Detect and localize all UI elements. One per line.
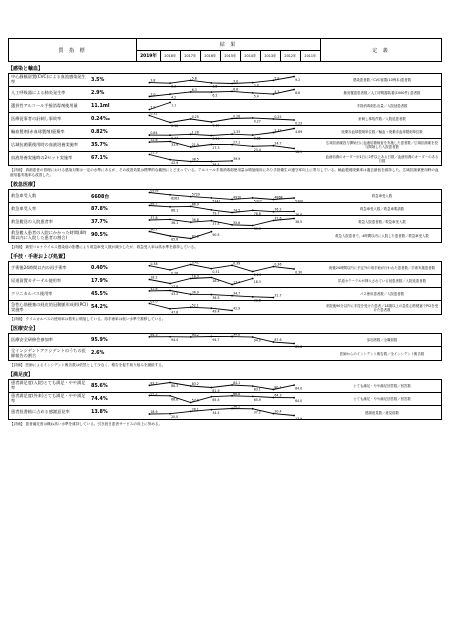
trend-point-label: 35.3	[253, 227, 261, 231]
trend-point-label: 2.0	[150, 92, 156, 97]
trend-point-label: 0.24	[253, 273, 261, 277]
trend-point-label: 4868	[274, 195, 283, 200]
trend-line-chart	[137, 152, 323, 165]
indicator-value-2019: 37.7%	[91, 219, 108, 225]
indicator-value-2019: 67.1%	[91, 156, 108, 161]
trend-point-label: 86.9	[191, 202, 199, 207]
trend-point-label: 74.5	[233, 208, 241, 213]
trend-point-label: 0.28	[171, 271, 179, 276]
indicator-definition: 救急車受入数	[371, 194, 393, 198]
trend-point-label: 94.2	[191, 332, 199, 337]
trend-point-label: 65.5	[212, 398, 220, 403]
trend-plot	[137, 152, 323, 165]
trend-point-label: 38.5	[191, 157, 199, 162]
evaluation-note: 【評価】 真菌患者の管理における感染対策は一定の水準にあるが、その改善効果は標準的な範囲にとどまっている。アルコール手指消毒剤使用量は増加傾向にあり手指衛生の遵守率向上に寄与している。輸血製剤廃棄率は過去最低を維持した。広域抗菌薬使用時の血液培養実施率も改善した。	[10, 168, 439, 177]
indicator-value-2019: 90.5%	[91, 233, 108, 238]
trend-point-label: 0.32	[150, 111, 158, 116]
indicator-value-2019: 45.5%	[91, 291, 108, 297]
trend-point-label: 37.5	[212, 222, 220, 227]
indicator-label: クリニカルパス使用率	[11, 290, 53, 296]
indicator-value-2019: 54.2%	[91, 305, 108, 310]
trend-point-label: 32.6	[150, 138, 158, 143]
header-year: 2019年	[137, 51, 161, 62]
indicator-value-2019: 17.9%	[91, 278, 108, 284]
trend-point-label: 0.19	[212, 123, 220, 128]
indicator-definition: 血液培養のオーダーが1日に2件以上ある日数／血液培養のオーダーのある日数	[325, 154, 439, 163]
indicator-label: 中心静脈留置(CVC)による血流感染発生率	[11, 74, 86, 84]
trend-point-label: 39.9	[233, 156, 241, 161]
trend-point-label: 79.7	[212, 211, 220, 216]
header-year: 2014年	[241, 51, 261, 62]
indicator-row	[9, 74, 441, 87]
trend-point-label: 18.9	[150, 410, 158, 415]
indicator-label: 全インシデントアクシデントのうちの医師報告の割合	[11, 347, 86, 358]
trend-plot	[137, 393, 323, 405]
trend-point-label: 17.8	[171, 285, 179, 289]
indicator-definition: 参加者数／全職員数	[366, 338, 398, 342]
trend-point-label: 37.2	[253, 410, 261, 415]
trend-point-label: 0.30	[295, 270, 303, 275]
indicator-row	[9, 406, 441, 419]
trend-point-label: 66.8	[233, 391, 241, 396]
trend-point-label: 24.7	[274, 141, 282, 146]
trend-point-label: 42.9	[233, 306, 241, 311]
indicator-definition: 救急入院患者で、4時間以内に入院した患者数／救急車受入数	[335, 233, 429, 238]
trend-plot	[137, 275, 323, 287]
header-year: 2015年	[221, 51, 241, 62]
indicator-row	[9, 203, 441, 216]
trend-point-label: 38.2	[233, 404, 241, 409]
trend-point-label: 28.1	[191, 407, 199, 412]
header-years	[137, 51, 320, 62]
trend-point-label: 36.9	[191, 290, 199, 295]
indicator-row	[9, 152, 441, 165]
trend-point-label: 27.3	[212, 146, 220, 150]
trend-line-chart	[137, 332, 323, 349]
indicator-row	[9, 216, 441, 229]
table-header	[8, 38, 442, 62]
indicator-label: 選択性アルコール手指消毒剤使用量	[11, 102, 78, 108]
trend-plot	[137, 190, 323, 202]
indicator-definition: 感謝意見数／意見総数	[365, 410, 399, 415]
trend-point-label: 43.2	[171, 292, 179, 296]
trend-plot	[137, 347, 323, 360]
header-year: 2017年	[181, 51, 201, 62]
indicator-row	[9, 262, 441, 275]
indicator-definition: 肺炎罹患患者数／人工呼吸器装着(1000件) 患者数	[343, 91, 421, 95]
trend-point-label: 37.6	[274, 216, 282, 221]
indicator-value-2019: 3.5%	[91, 77, 105, 83]
trend-plot	[137, 100, 323, 112]
indicator-value-2019: 13.8%	[91, 410, 108, 415]
trend-point-label: 21.9	[191, 142, 199, 147]
indicator-definition: 感染患者数／CVC留置(10例本)患者数	[352, 78, 412, 82]
trend-point-label: 4.2	[171, 95, 177, 100]
indicator-label: 患者満足度(外来)とても満足・やや満足率	[11, 393, 86, 403]
section	[8, 182, 442, 250]
trend-point-label: 2.32	[274, 128, 282, 133]
trend-point-label: 7.0	[150, 105, 156, 110]
trend-point-label: 94.4	[171, 338, 179, 343]
trend-point-label: 33.9	[171, 143, 179, 147]
indicator-definition: 来院後90分以内に手技を受けた患者／18歳以上の急性心筋梗塞でPCIを受けた患者数	[325, 303, 439, 312]
trend-point-label: 0.77	[171, 136, 179, 141]
trend-point-label: 1.28	[191, 130, 199, 135]
indicator-label: 救急車受入率	[11, 205, 37, 211]
trend-line-chart	[137, 190, 323, 202]
section-title: 【救急医療】	[8, 182, 39, 188]
trend-point-label: 63.0	[150, 299, 158, 304]
trend-point-label: 3.8	[150, 78, 156, 83]
trend-point-label: 84.1	[233, 380, 241, 385]
trend-point-label: 7.7	[171, 104, 177, 108]
indicator-value-2019: 0.24‰	[91, 116, 110, 122]
trend-point-label: 64.0	[295, 399, 303, 404]
trend-point-label: 18.2	[150, 275, 158, 280]
indicator-row	[9, 100, 441, 113]
trend-point-label: 85.8	[295, 345, 303, 349]
trend-point-label: 3.8	[253, 84, 259, 89]
trend-line-chart	[137, 74, 323, 89]
trend-point-label: 3.5	[212, 84, 218, 89]
header-year: 2018年	[161, 51, 181, 62]
indicator-row	[9, 380, 441, 393]
indicator-definition: とても満足・やや満足回答数／回答数	[353, 397, 411, 401]
header-year: 2013年	[261, 51, 281, 62]
trend-point-label: 34.4	[212, 411, 220, 416]
indicator-value-2019: 6608台	[91, 194, 110, 200]
trend-point-label: 83.2	[191, 382, 199, 386]
trend-point-label: 76.8	[295, 212, 303, 217]
indicator-label: 医療安全研修会参加率	[11, 336, 53, 342]
indicator-label: 患者満足度(入院)とても満足・やや満足率	[11, 380, 86, 390]
section-rows	[8, 261, 442, 315]
trend-point-label: 38.5	[212, 163, 220, 167]
indicator-row	[9, 229, 441, 242]
indicator-value-2019: 2.6%	[91, 351, 105, 356]
indicator-label: 急性心筋梗塞の経皮的冠動脈形成術(PCI)実施率	[11, 301, 88, 312]
indicator-value-2019: 0.82%	[91, 129, 108, 135]
trend-line-chart	[137, 229, 323, 242]
trend-point-label: 6.2	[212, 93, 218, 98]
header-year: 2011年	[304, 54, 317, 59]
trend-point-label: 6938	[150, 188, 159, 193]
indicator-value-2019: 11.1ml	[91, 103, 110, 109]
indicator-definition: 術後24時間以内に予定外の再手術が行われた患者数／手術実施患者数	[328, 266, 436, 270]
trend-point-label: 83.7	[150, 381, 158, 386]
trend-plot	[137, 203, 323, 215]
indicator-row	[9, 113, 441, 126]
trend-point-label: 5327	[253, 199, 262, 204]
trend-plot	[137, 406, 323, 419]
trend-point-label: 49.4	[212, 309, 220, 314]
trend-point-label: 5300	[295, 199, 304, 204]
indicator-row	[9, 347, 441, 360]
section-title: 【満足度】	[8, 372, 34, 378]
trend-point-label: 6.8	[233, 87, 239, 92]
trend-point-label: 55.3	[150, 150, 158, 155]
trend-point-label: 84.0	[295, 386, 303, 391]
trend-point-label: 0.31	[212, 270, 220, 275]
trend-point-label: 81.9	[212, 388, 220, 393]
trend-point-label: 38.1	[171, 220, 179, 225]
trend-point-label: 4.3	[274, 90, 280, 95]
trend-point-label: 86.1	[171, 208, 179, 213]
trend-point-label: 76.2	[274, 207, 282, 212]
trend-line	[149, 232, 211, 239]
trend-plot	[137, 74, 323, 89]
trend-point-label: 18.3	[191, 274, 199, 279]
trend-point-label: 4910	[233, 195, 242, 200]
trend-point-label: 20.0	[171, 415, 179, 420]
header-results-label: 結 果	[137, 39, 320, 51]
trend-plot	[137, 301, 323, 314]
trend-line-chart	[137, 111, 323, 128]
trend-point-label: 42.9	[171, 161, 179, 166]
trend-point-label: 0.23	[295, 121, 303, 126]
trend-line	[149, 116, 294, 123]
trend-point-label: 5.8	[274, 76, 280, 81]
trend-point-label: 4.69	[295, 130, 303, 134]
trend-point-label: 0.84	[150, 131, 158, 136]
header-category: 質 指 標	[9, 39, 137, 61]
indicator-definition: 救急入院患者数／救急車受入数	[358, 220, 406, 224]
indicator-definition: 尿道カテーテルが挿入されている延患者数／入院延患者数	[338, 279, 426, 283]
section-title: 【感染と輸血】	[8, 66, 44, 72]
trend-point-label: 5.8	[191, 76, 197, 81]
trend-point-label: 0.25	[274, 115, 282, 119]
trend-point-label: 20.4	[274, 409, 282, 414]
section-rows	[8, 333, 442, 361]
trend-point-label: 66.8	[171, 397, 179, 402]
trend-plot	[137, 111, 323, 128]
trend-point-label: 18.4	[212, 279, 220, 283]
trend-point-label: 82.8	[191, 234, 199, 239]
trend-point-label: 1.33	[233, 130, 241, 135]
indicator-value-2019: 85.6%	[91, 383, 108, 389]
trend-point-label: 90.7	[150, 227, 158, 232]
trend-point-label: 9.2	[295, 78, 301, 82]
trend-point-label: 94.3	[150, 332, 158, 337]
indicator-value-2019: 87.8%	[91, 206, 108, 212]
indicator-row	[9, 393, 441, 406]
trend-point-label: 78.8	[253, 211, 261, 216]
evaluation-note: 【評価】 患者満足度は概ね高い水準を維持している。引き続き患者サービスの向上に努める。	[10, 422, 163, 426]
indicator-label: 救急搬送の入院患者率	[11, 218, 53, 224]
trend-point-label: 94.6	[233, 332, 241, 337]
trend-line-chart	[137, 393, 323, 405]
trend-point-label: 67.2	[150, 391, 158, 396]
trend-point-label: 88.7	[150, 201, 158, 206]
sections-container	[8, 66, 442, 427]
trend-point-label: 65.9	[253, 397, 261, 402]
indicator-value-2019: 2.9%	[91, 90, 105, 96]
indicator-row	[9, 190, 441, 203]
trend-point-label: 42.6	[150, 286, 158, 291]
trend-line	[149, 77, 294, 84]
trend-point-label: 64.3	[274, 393, 282, 398]
trend-point-label: 13.9	[295, 417, 303, 421]
trend-point-label: 83.1	[253, 387, 261, 392]
indicator-definition: 広域抗菌薬投与開始日に血液培養検査を実施した患者数／広域抗菌薬を投与開始した入院患者数	[326, 141, 438, 149]
trend-point-label: 47.8	[171, 310, 179, 315]
trend-point-label: 90.5	[212, 233, 220, 238]
trend-line-chart	[137, 380, 323, 392]
trend-point-label: 0.85	[253, 136, 261, 141]
trend-point-label: 27.1	[233, 140, 241, 145]
section-rows	[8, 73, 442, 166]
header-results	[137, 39, 321, 61]
section	[8, 326, 442, 368]
trend-point-label: 85.6	[171, 237, 179, 242]
evaluation-note: 【評価】 医師によるインシデント報告数は依然として少なく、報告を促す取り組みを継続する。	[10, 363, 166, 367]
trend-point-label: 8.6	[295, 91, 301, 95]
indicator-row	[9, 301, 441, 314]
indicator-row	[9, 288, 441, 301]
trend-point-label: 0.25	[191, 115, 199, 119]
indicator-label: 救急搬入患者の入院にかかった時間(4時間以内に入院した患者の割合)	[11, 229, 87, 240]
trend-point-label: 31.7	[274, 293, 282, 298]
indicator-label: 患者投書箱に占める感謝意見率	[11, 409, 70, 415]
header-definition: 定 義	[372, 47, 390, 54]
section	[8, 372, 442, 427]
trend-point-label: 23.4	[253, 147, 261, 152]
indicator-row	[9, 334, 441, 347]
trend-point-label: 34.7	[233, 291, 241, 296]
trend-point-label: 86.3	[171, 384, 179, 388]
evaluation-note: 【評価】 新型コロナウイルス感染症の影響により救急車受入数が減少したが、救急受入率は高水準を維持している。	[10, 245, 198, 249]
trend-point-label: 0.36	[274, 262, 282, 267]
indicator-label: 広域抗菌薬使用時の血液培養実施率	[11, 141, 79, 147]
trend-point-label: 94.0	[253, 338, 261, 343]
trend-point-label: 0.26	[233, 114, 241, 119]
indicator-row	[9, 275, 441, 288]
trend-line-chart	[137, 301, 323, 314]
indicator-label: 救急車受入数	[11, 192, 37, 198]
trend-point-label: 52.1	[191, 303, 199, 308]
trend-point-label: 17.7	[233, 280, 241, 285]
section	[8, 66, 442, 178]
trend-point-label: 57.0	[191, 398, 199, 403]
trend-point-label: 80.1	[274, 385, 282, 390]
trend-line	[149, 129, 294, 136]
indicator-definition: とても満足・やや満足回答数／回答数	[353, 384, 411, 388]
trend-point-label: 0.38	[150, 261, 158, 266]
section-rows	[8, 189, 442, 243]
section-rows	[8, 379, 442, 420]
indicator-definition: パス使用患者数／入院患者数	[359, 292, 405, 296]
trend-point-label: 6263	[171, 196, 180, 201]
indicator-value-2019: 0.40%	[91, 265, 108, 271]
trend-point-label: 35.6	[233, 220, 241, 225]
trend-point-label: 37.8	[150, 216, 158, 221]
trend-point-label: 5341	[212, 199, 221, 204]
trend-plot	[137, 229, 323, 242]
section-title: 【手技・手術および処置】	[8, 254, 69, 260]
indicator-label: 血液培養実施時の2セット実施率	[11, 155, 73, 161]
trend-point-label: 5.4	[253, 94, 259, 99]
indicator-label: 尿道留置カテーテル使用率	[11, 277, 62, 283]
indicator-definition: 救急車受入数／救急車要請数	[359, 207, 405, 211]
indicator-value-2019: 74.4%	[91, 396, 108, 402]
trend-point-label: 36.8	[191, 218, 199, 223]
trend-point-label: 94.7	[212, 338, 220, 342]
trend-point-label: 18.5	[295, 150, 303, 154]
trend-point-label: 87.6	[274, 338, 282, 343]
trend-point-label: 0.59	[212, 137, 220, 141]
trend-point-label: 0.27	[253, 119, 261, 124]
trend-point-label: 0.41	[191, 260, 199, 265]
trend-point-label: 5729	[191, 192, 200, 197]
trend-line-chart	[137, 203, 323, 215]
trend-plot	[137, 332, 323, 349]
section-title: 【医療安全】	[8, 326, 39, 332]
header-year: 2012年	[281, 51, 301, 62]
trend-point-label: 0.39	[233, 261, 241, 266]
trend-point-label: 36.5	[212, 296, 220, 301]
quality-indicators-page	[8, 38, 442, 427]
trend-point-label: 38.5	[295, 220, 303, 224]
indicator-label: 人工呼吸器による肺炎発生率	[11, 89, 66, 95]
indicator-definition: 針刺し事故件数／入院延患者数	[358, 117, 406, 121]
indicator-value-2019: 95.9%	[91, 337, 108, 343]
header-year: 2016年	[201, 51, 221, 62]
indicator-label: 手術後24時間以内の再手術率	[11, 264, 67, 270]
indicator-definition: 廃棄赤血球製剤単位数／輸血＋廃棄赤血球製剤単位数	[341, 130, 423, 134]
trend-plot	[137, 380, 323, 392]
evaluation-note: 【評価】 クリニカルパスの使用率は着実に増加している。再手術率は低い水準で推移している。	[10, 317, 166, 321]
trend-point-label: 3.0	[233, 79, 239, 84]
indicator-definition: 医師からのインシデント報告数／全インシデント報告数	[339, 351, 425, 356]
indicator-value-2019: 35.7%	[91, 142, 108, 148]
trend-point-label: 0.18	[171, 124, 179, 128]
trend-point-label: 32.8	[253, 298, 261, 303]
trend-line-chart	[137, 275, 323, 287]
trend-point-label: 3.3	[171, 84, 177, 89]
trend-point-label: 18.3	[253, 280, 261, 284]
indicator-definition: 手指消毒剤払出量／入院延患者数	[356, 104, 408, 108]
indicator-label: 医療従事者の針刺し事故率	[11, 115, 62, 121]
section	[8, 254, 442, 322]
trend-line-chart	[137, 406, 323, 419]
trend-line-chart	[137, 100, 323, 112]
trend-point-label: 6.3	[191, 87, 197, 92]
indicator-label: 輸血製剤(赤血球製剤)廃棄率	[11, 128, 65, 134]
